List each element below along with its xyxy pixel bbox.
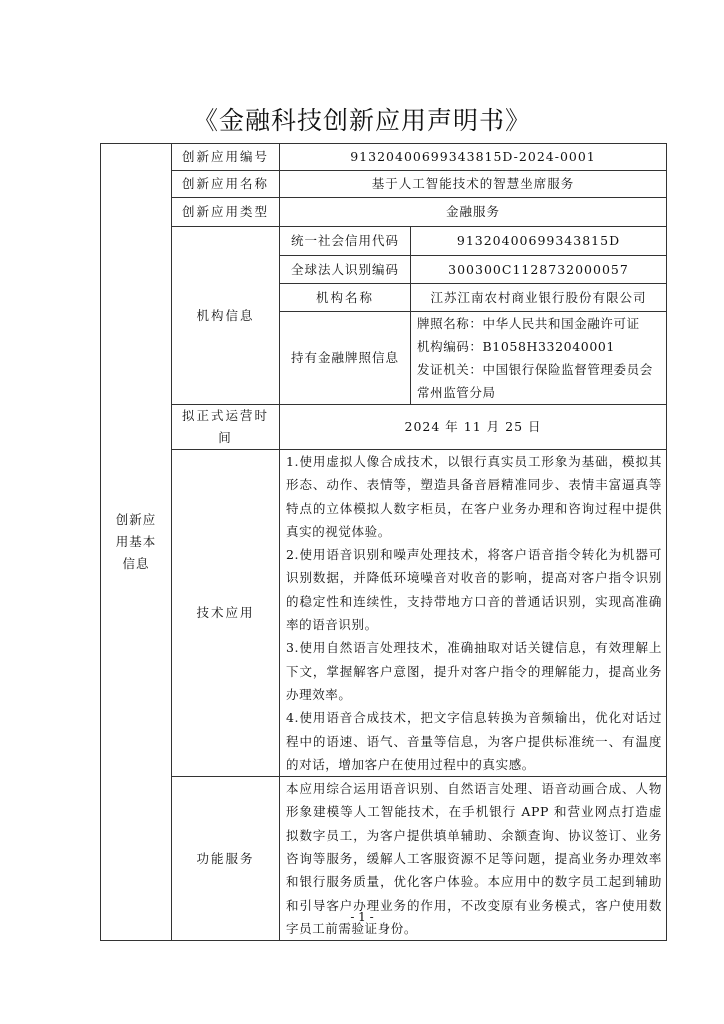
license-name: 牌照名称：中华人民共和国金融许可证 [417, 316, 640, 331]
license-info [411, 312, 667, 405]
launch-value: 2024 年 11 月 25 日 [280, 405, 667, 450]
org-info-label: 机构信息 [172, 227, 280, 405]
tech-label: 技术应用 [172, 450, 280, 777]
app-type-value: 金融服务 [280, 198, 667, 227]
tech-paragraph-4: 4.使用语音合成技术，把文字信息转换为音频输出，优化对话过程中的语速、语气、音量等信息，为客户提供标准统一、有温度的对话，增加客户在使用过程中的真实感。 [286, 710, 662, 772]
tech-paragraph-3: 3.使用自然语言处理技术，准确抽取对话关键信息，有效理解上下文，掌握解客户意图，提升对客户指令的理解能力，提高业务办理效率。 [286, 640, 662, 702]
table-row [101, 405, 667, 450]
table-row [101, 171, 667, 198]
app-no-label: 创新应用编号 [172, 144, 280, 171]
lei-label: 全球法人识别编码 [280, 256, 411, 284]
lei-value: 300300C1128732000057 [411, 256, 667, 284]
app-type-label: 创新应用类型 [172, 198, 280, 227]
table-row [101, 144, 667, 171]
tech-content [280, 450, 667, 777]
license-org-code: 机构编码：B1058H332040001 [417, 339, 615, 354]
section-label: 创新应用基本信息 [115, 512, 157, 572]
table-row [101, 450, 667, 777]
table-row [101, 198, 667, 227]
app-no-value: 91320400699343815D-2024-0001 [280, 144, 667, 171]
section-label-cell [101, 144, 172, 941]
tech-paragraph-2: 2.使用语音识别和噪声处理技术，将客户语音指令转化为机器可识别数据，并降低环境噪音对收音的影响，提高对客户指令识别的稳定性和连续性，支持带地方口音的普通话识别，实现高准确率的语音识别。 [286, 547, 662, 633]
declaration-table [100, 143, 667, 941]
app-name-label: 创新应用名称 [172, 171, 280, 198]
org-name-label: 机构名称 [280, 284, 411, 312]
credit-code-value: 91320400699343815D [411, 227, 667, 256]
credit-code-label: 统一社会信用代码 [280, 227, 411, 256]
license-issuer: 发证机关：中国银行保险监督管理委员会常州监管分局 [417, 362, 653, 400]
app-name-value: 基于人工智能技术的智慧坐席服务 [280, 171, 667, 198]
table-row [101, 227, 667, 256]
page-number: - 1 - [350, 910, 374, 924]
launch-label: 拟正式运营时间 [172, 405, 280, 450]
service-label: 功能服务 [172, 777, 280, 941]
org-name-value: 江苏江南农村商业银行股份有限公司 [411, 284, 667, 312]
page-title: 《金融科技创新应用声明书》 [192, 106, 531, 135]
service-text: 本应用综合运用语音识别、自然语言处理、语音动画合成、人物形象建模等人工智能技术，在手机银行 APP 和营业网点打造虚拟数字员工，为客户提供填单辅助、余额查询、协议签订、业务咨询等服务，缓解人工客服资源不足等问题，提高业务办理效率和银行服务质量，优化客户体验。本应用中的数字员工起到辅助和引导客户办理业务的作用，不改变原有业务模式，客户使用数字员工前需验证身份。 [286, 781, 662, 936]
tech-paragraph-1: 1.使用虚拟人像合成技术，以银行真实员工形象为基础，模拟其形态、动作、表情等，塑造具备音唇精准同步、表情丰富逼真等特点的立体模拟人数字柜员，在客户业务办理和咨询过程中提供真实的视觉体验。 [286, 454, 662, 539]
license-label: 持有金融牌照信息 [280, 312, 411, 405]
